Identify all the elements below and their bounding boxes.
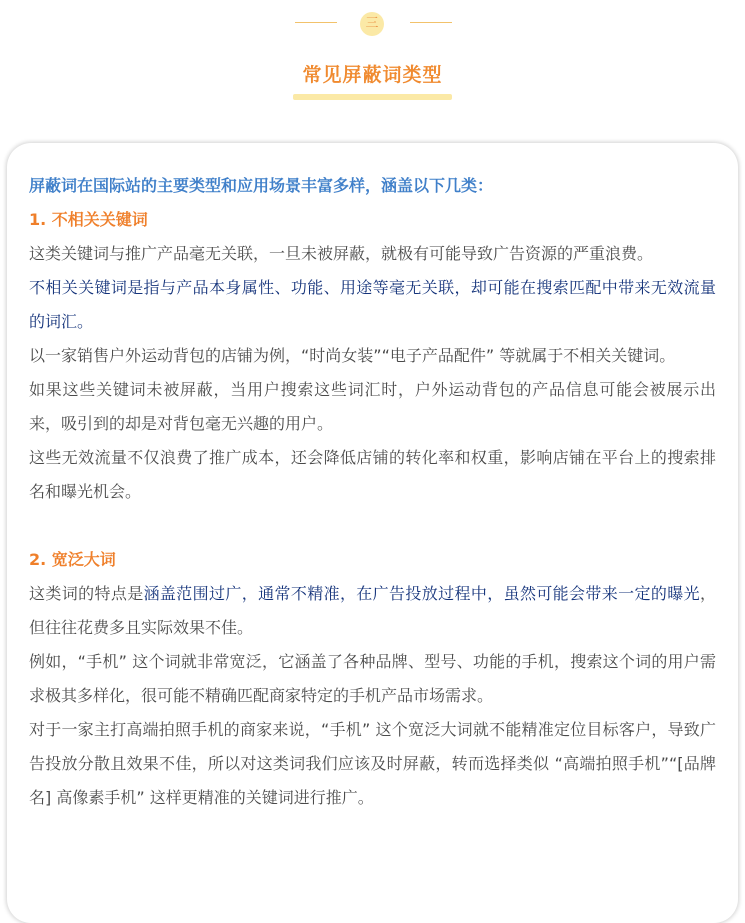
section2-p1-tail: ，但往往花费多且实际效果不佳。 <box>29 584 716 637</box>
section1-heading: 1. 不相关关键词 <box>29 210 148 229</box>
section1-paragraph-5: 这些无效流量不仅浪费了推广成本，还会降低店铺的转化率和权重，影响店铺在平台上的搜索排名和曝光机会。 <box>29 448 716 501</box>
section1-example: 以一家销售户外运动背包的店铺为例，“时尚女装”“电子产品配件” 等就属于不相关关键词。 <box>29 346 676 365</box>
section-number-badge: 三 <box>360 12 384 36</box>
section-spacer <box>29 509 716 543</box>
section2-paragraph-3: 对于一家主打高端拍照手机的商家来说，“手机” 这个宽泛大词就不能精准定位目标客户，导致广告投放分散且效果不佳，所以对这类词我们应该及时屏蔽，转而选择类似 “高端拍照手机”“[品牌名] 高像素手机” 这样更精准的关键词进行推广。 <box>29 720 716 807</box>
section2-paragraph-1 <box>29 577 716 645</box>
decorative-line-right <box>410 22 452 23</box>
section1-definition: 不相关关键词是指与产品本身属性、功能、用途等毫无关联，却可能在搜索匹配中带来无效流量的词汇。 <box>29 278 716 331</box>
section1-paragraph-1: 这类关键词与推广产品毫无关联，一旦未被屏蔽，就极有可能导致广告资源的严重浪费。 <box>29 244 654 263</box>
section-header <box>0 0 745 130</box>
page-title: 常见屏蔽词类型 <box>302 64 443 86</box>
title-highlight-bar <box>293 94 452 100</box>
section2-p1-highlight: 涵盖范围过广，通常不精准，在广告投放过程中，虽然可能会带来一定的曝光 <box>143 584 700 603</box>
section2-heading: 2. 宽泛大词 <box>29 550 116 569</box>
decorative-line-left <box>295 22 337 23</box>
section2-paragraph-2: 例如，“手机” 这个词就非常宽泛，它涵盖了各种品牌、型号、功能的手机，搜索这个词的用户需求极其多样化，很可能不精确匹配商家特定的手机产品市场需求。 <box>29 652 716 705</box>
intro-text: 屏蔽词在国际站的主要类型和应用场景丰富多样，涵盖以下几类： <box>29 176 494 195</box>
section2-p1-lead: 这类词的特点是 <box>29 584 144 603</box>
content-card <box>7 143 738 923</box>
section1-paragraph-4: 如果这些关键词未被屏蔽，当用户搜索这些词汇时，户外运动背包的产品信息可能会被展示出来，吸引到的却是对背包毫无兴趣的用户。 <box>29 380 716 433</box>
